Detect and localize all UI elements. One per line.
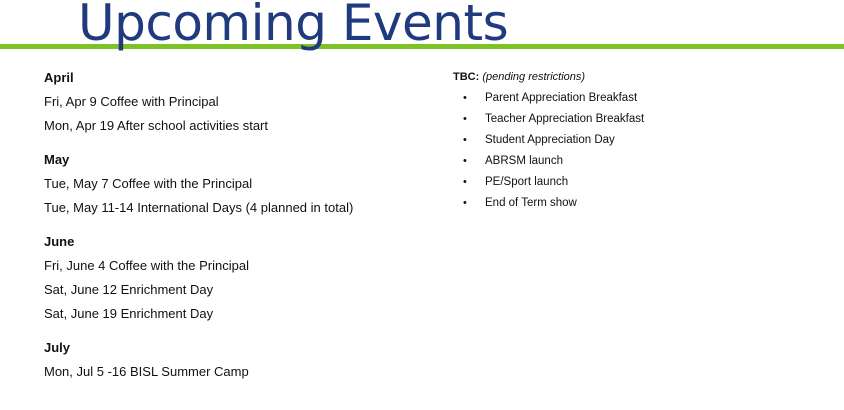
month-section-july	[44, 339, 424, 381]
event-item: Mon, Jul 5 -16 BISL Summer Camp	[44, 364, 249, 379]
tbc-events-column	[453, 70, 833, 217]
tbc-note: (pending restrictions)	[482, 71, 586, 83]
event-item: Tue, May 11-14 International Days (4 planned in total)	[44, 200, 354, 215]
month-heading: June	[44, 234, 75, 249]
event-item: Fri, June 4 Coffee with the Principal	[44, 258, 249, 273]
list-item	[453, 196, 833, 211]
event-item: Mon, Apr 19 After school activities start	[44, 118, 268, 133]
tbc-label: TBC:	[453, 71, 480, 83]
list-item-label: PE/Sport launch	[485, 176, 569, 188]
list-item	[453, 91, 833, 106]
list-item	[453, 133, 833, 148]
month-section-june	[44, 233, 424, 323]
list-item-label: Teacher Appreciation Breakfast	[485, 113, 645, 125]
month-section-may	[44, 151, 424, 217]
bullet-icon: •	[463, 134, 467, 146]
month-section-april	[44, 69, 424, 135]
list-item	[453, 112, 833, 127]
list-item-label: ABRSM launch	[485, 155, 563, 167]
event-item: Sat, June 12 Enrichment Day	[44, 282, 214, 297]
list-item	[453, 154, 833, 169]
event-item: Sat, June 19 Enrichment Day	[44, 306, 214, 321]
event-item: Fri, Apr 9 Coffee with Principal	[44, 94, 219, 109]
month-heading: May	[44, 152, 70, 167]
tbc-heading	[453, 70, 833, 85]
list-item-label: Parent Appreciation Breakfast	[485, 92, 638, 104]
list-item-label: End of Term show	[485, 197, 577, 209]
bullet-icon: •	[463, 197, 467, 209]
month-heading: July	[44, 340, 71, 355]
tbc-list	[453, 91, 833, 211]
bullet-icon: •	[463, 113, 467, 125]
page-title: Upcoming Events	[78, 0, 509, 52]
bullet-icon: •	[463, 176, 467, 188]
bullet-icon: •	[463, 92, 467, 104]
month-heading: April	[44, 70, 74, 85]
list-item-label: Student Appreciation Day	[485, 134, 615, 146]
event-item: Tue, May 7 Coffee with the Principal	[44, 176, 253, 191]
bullet-icon: •	[463, 155, 467, 167]
monthly-events-column	[44, 69, 424, 397]
list-item	[453, 175, 833, 190]
